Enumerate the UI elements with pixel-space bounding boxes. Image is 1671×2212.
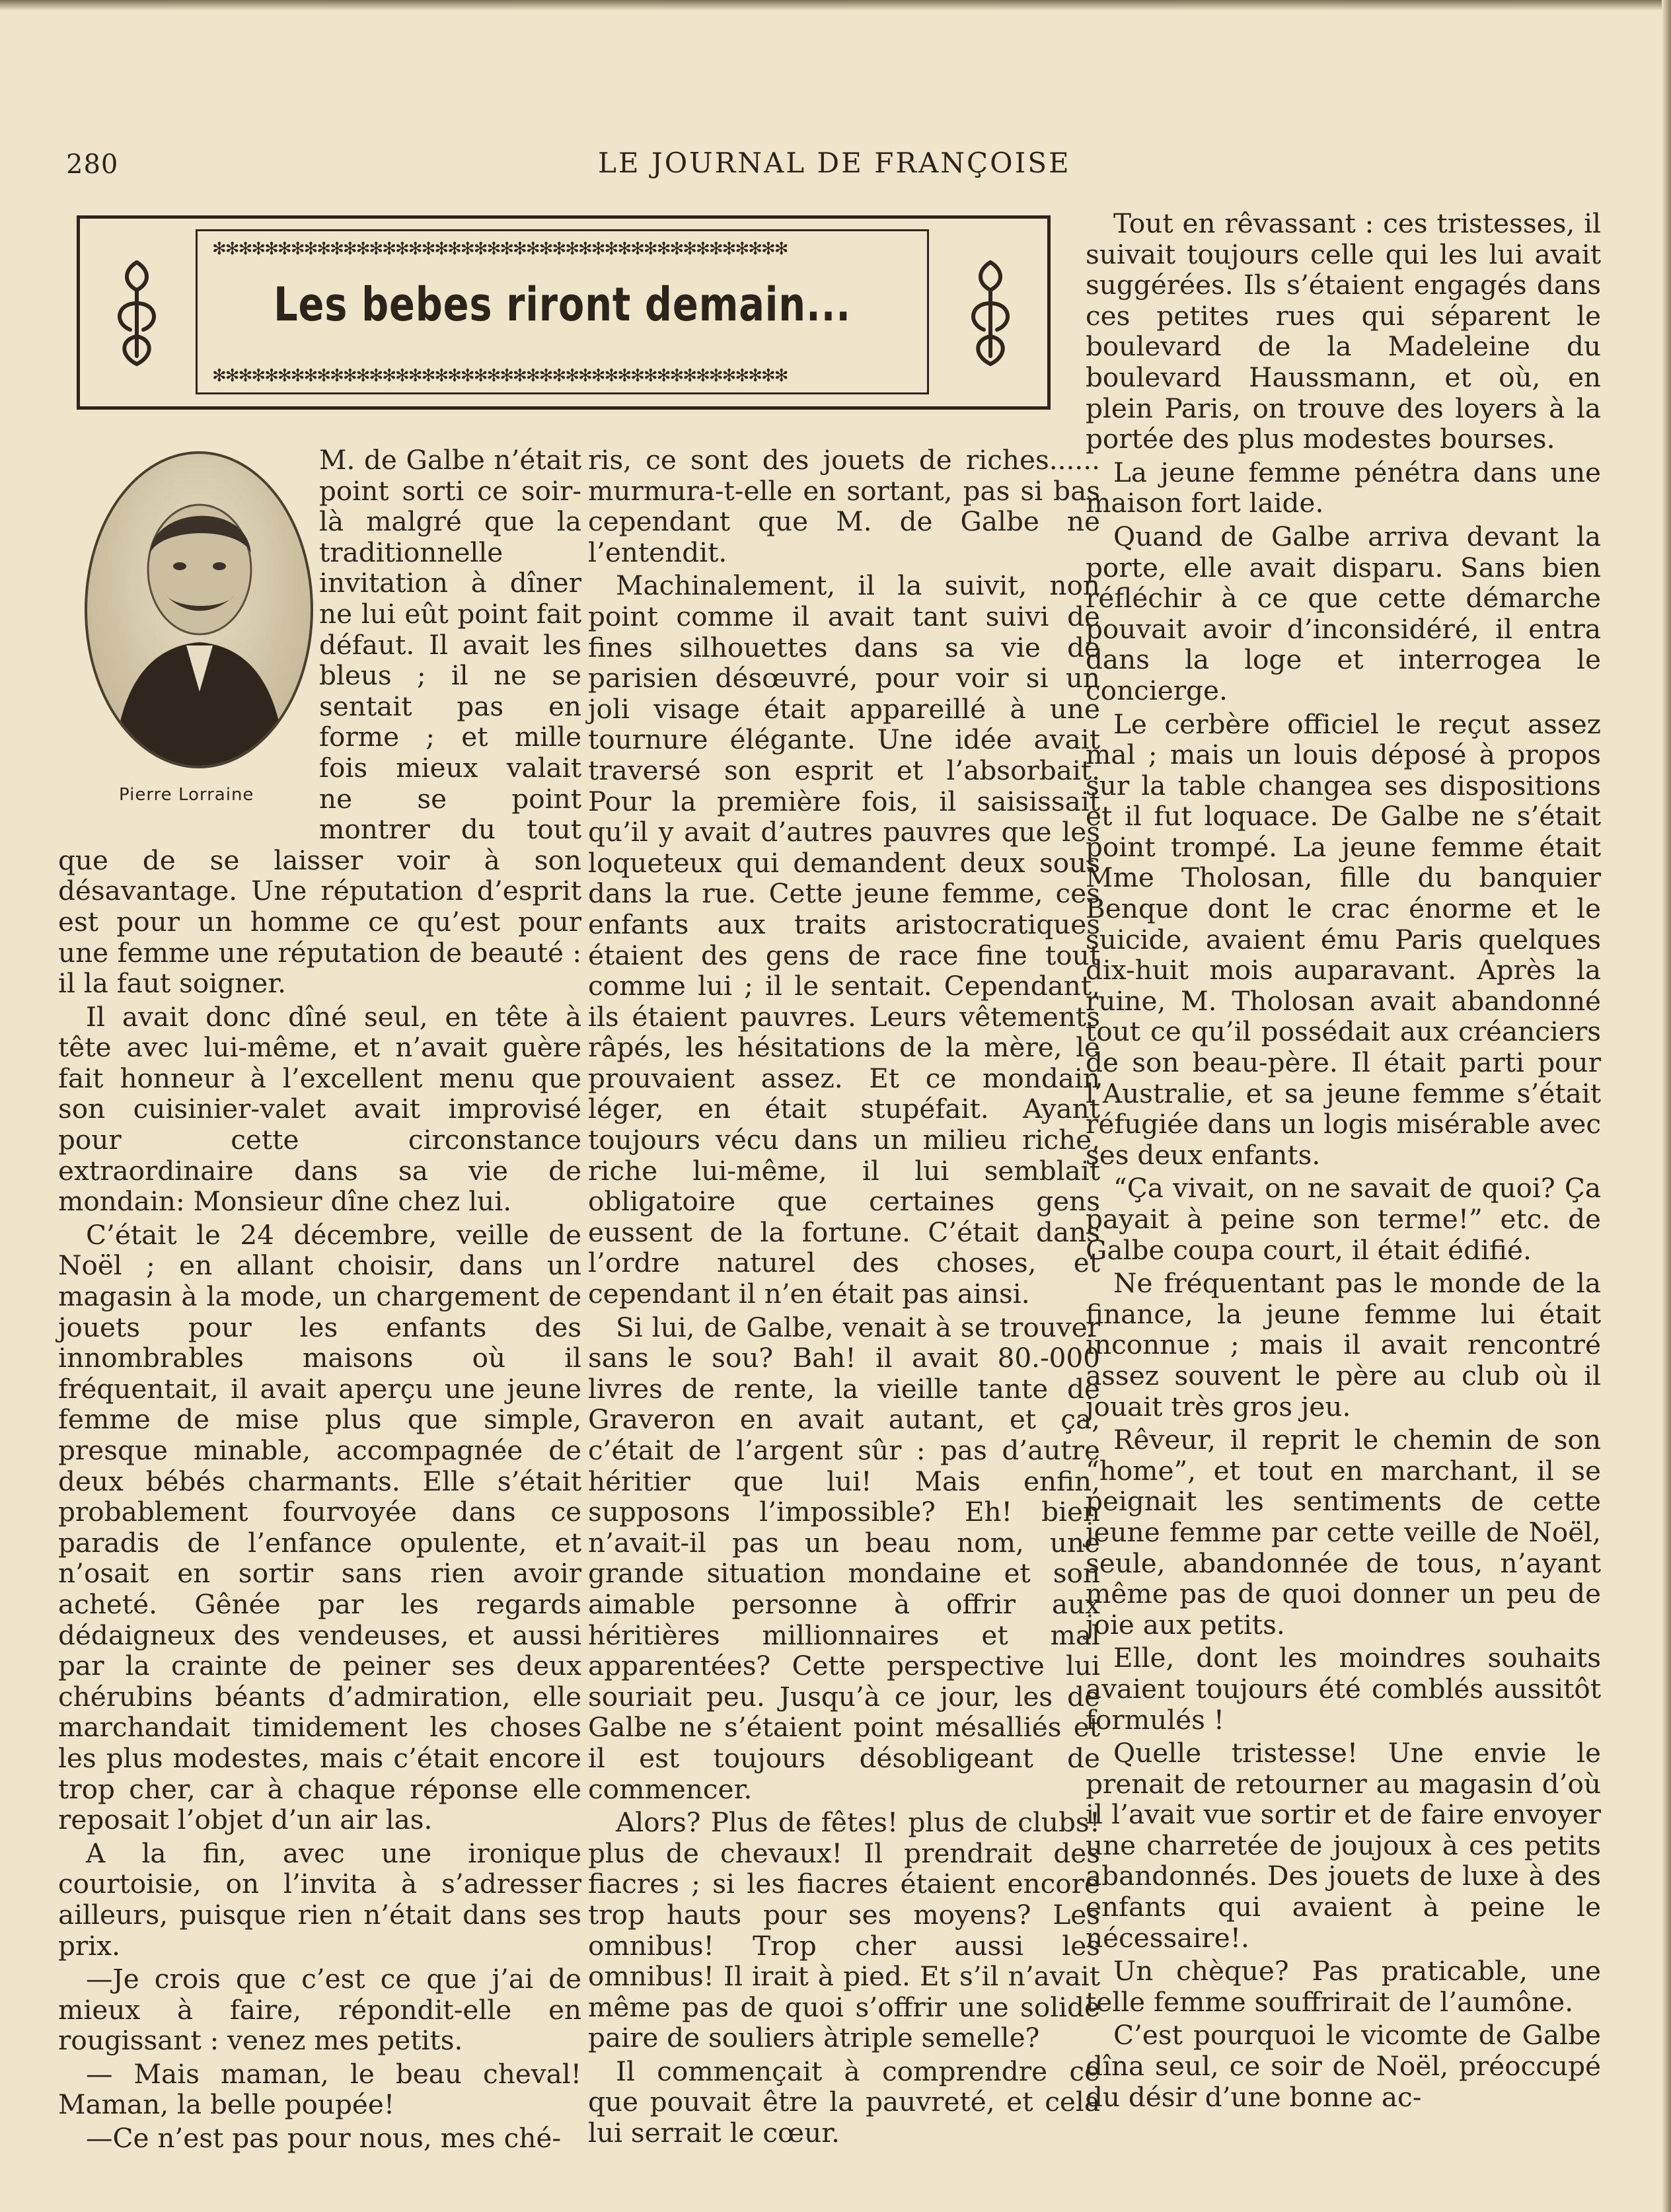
article-title: Les bebes riront demain... bbox=[274, 277, 851, 332]
paragraph: “Ça vivait, on ne savait de quoi? Ça payait à peine son terme!” etc. de Galbe coupa court, il était édifié. bbox=[1086, 1172, 1601, 1266]
paragraph: —Ce n’est pas pour nous, mes ché- bbox=[86, 2122, 562, 2155]
paragraph: M. de Galbe n’était point sorti ce soir-là malgré que la traditionnelle invitation à dîner ne lui eût point fait défaut. Il avait les bleus ; il ne se sentait pas en forme ; et mille fois mieux valait ne se point montrer du tout que de se laisser voir à son désavantage. Une réputation d’esprit est pour un homme ce qu’est pour une femme une réputation de beauté : il la faut soigner. bbox=[58, 444, 581, 1000]
paragraph: Quelle tristesse! Une envie le prenait de retourner au magasin d’où il l’avait vue sortir et de faire envoyer une charretée de joujoux à ces petits abandonnés. Des jouets de luxe à des enfants qui avaient à peine le nécessaire!. bbox=[1086, 1737, 1601, 1954]
paragraph: — Mais maman, le beau cheval! Maman, la belle poupée! bbox=[58, 2057, 581, 2121]
paragraph: Rêveur, il reprit le chemin de son “home”, et tout en marchant, il se peignait les sentiments de cette jeune femme par cette veille de Noël, seule, abandonnée de tous, n’ayant même pas de quoi donner un peu de joie aux petits. bbox=[1086, 1424, 1601, 1641]
paragraph: C’était le 24 décembre, veille de Noël ; en allant choisir, dans un magasin à la mode, un chargement de jouets pour les enfants des innombrables maisons où il fréquentait, il avait aperçu une jeune femme de mise plus que simple, presque minable, accompagnée de deux bébés charmants. Elle s’était probablement fourvoyée dans ce paradis de l’enfance opulente, et n’osait en sortir sans rien avoir acheté. Gênée par les regards dédaigneux des vendeuses, et aussi par la crainte de peiner ses deux chérubins béants d’admiration, elle marchandait timidement les choses les plus modestes, mais c’était encore trop cher, car à chaque réponse elle reposait l’objet d’un air las. bbox=[58, 1218, 581, 1836]
paragraph: Machinalement, il la suivit, non point comme il avait tant suivi de fines silhouettes dans sa vie de parisien désœuvré, pour voir si un joli visage était appareillé à une tournure élégante. Une idée avait traversé son esprit et l’absorbait. Pour la première fois, il saisissait qu’il y avait d’autres pauvres que les loqueteux qui demandent deux sous dans la rue. Cette jeune femme, ces enfants aux traits aristocratiques étaient des gens de race fine tout comme lui ; il le sentait. Cependant, ils étaient pauvres. Leurs vêtements râpés, les hésitations de la mère, le prouvaient assez. Et ce mondain léger, en était stupéfait. Ayant toujours vécu dans un milieu riche, riche lui-même, il lui semblait obligatoire que certaines gens eussent de la fortune. C’était dans l’ordre naturel des choses, et cependant il n’en était pas ainsi. bbox=[588, 570, 1100, 1310]
title-inner-frame bbox=[196, 229, 929, 394]
paragraph: Elle, dont les moindres souhaits avaient toujours été comblés aussitôt formulés ! bbox=[1086, 1642, 1601, 1736]
paragraph: ris, ce sont des jouets de riches...... murmura-t-elle en sortant, pas si bas cependant que M. de Galbe ne l’entendit. bbox=[588, 444, 1100, 568]
left-fleuron-icon bbox=[104, 257, 170, 369]
paragraph: Il commençait à comprendre ce que pouvait être la pauvreté, et cela lui serrait le cœur. bbox=[588, 2055, 1100, 2149]
paragraph: Tout en rêvassant : ces tristesses, il suivait toujours celle qui les lui avait suggérées. Ils s’étaient engagés dans ces petites rues qui séparent le boulevard de la Madeleine du boulevard Haussmann, et où, en plein Paris, on trouve des loyers à la portée des plus modestes bourses. bbox=[1086, 207, 1601, 455]
right-fleuron-icon bbox=[957, 257, 1023, 369]
paragraph: C’est pourquoi le vicomte de Galbe dîna seul, ce soir de Noël, préoccupé du désir d’une bonne ac- bbox=[1086, 2019, 1601, 2113]
paragraph: —Je crois que c’est ce que j’ai de mieux à faire, répondit-elle en rougissant : venez mes petits. bbox=[58, 1963, 581, 2057]
top-ornament-band: ✻✻✻✻✻✻✻✻✻✻✻✻✻✻✻✻✻✻✻✻✻✻✻✻✻✻✻✻✻✻✻✻✻✻✻✻✻✻✻✻✻✻✻✻ bbox=[212, 240, 788, 258]
paragraph: Alors? Plus de fêtes! plus de clubs! plus de chevaux! Il prendrait des fiacres ; si les fiacres étaient encore trop hauts pour ses moyens? Les omnibus! Trop cher aussi les omnibus! Il irait à pied. Et s’il n’avait même pas de quoi s’offrir une solide paire de souliers àtriple semelle? bbox=[588, 1806, 1100, 2054]
text-column-2 bbox=[588, 445, 1100, 2151]
portrait-wrap-space bbox=[58, 445, 319, 815]
paragraph: Le cerbère officiel le reçut assez mal ; mais un louis déposé à propos sur la table changea ses dispositions et il fut loquace. De Galbe ne s’était point trompé. La jeune femme était Mme Tholosan, fille du banquier Benque dont le crac énorme et le suicide, avaient ému Paris quelques dix-huit mois auparavant. Après la ruine, M. Tholosan avait abandonné tout ce qu’il possédait aux créanciers de son beau-père. Il était parti pour l’Australie, et sa jeune femme s’était réfugiée dans un logis misérable avec ses deux enfants. bbox=[1086, 708, 1601, 1171]
scan-edge bbox=[0, 0, 1671, 11]
paragraph: Quand de Galbe arriva devant la porte, elle avait disparu. Sans bien réfléchir à ce que cette démarche pouvait avoir d’inconsidéré, il entra dans la loge et interrogea le concierge. bbox=[1086, 520, 1601, 706]
page-number: 280 bbox=[66, 149, 119, 180]
text-column-3 bbox=[1086, 208, 1601, 2115]
paragraph: A la fin, avec une ironique courtoisie, on l’invita à s’adresser ailleurs, puisque rien n’était dans ses prix. bbox=[58, 1837, 581, 1962]
portrait-caption: Pierre Lorraine bbox=[119, 785, 254, 805]
paragraph: Si lui, de Galbe, venait à se trouver sans le sou? Bah! il avait 80.-000 livres de rente, la vieille tante de Graveron en avait autant, et ça, c’était de l’argent sûr : pas d’autre héritier que lui! Mais enfin, supposons l’impossible? Eh! bien n’avait-il pas un beau nom, une grande situation mondaine et son aimable personne à offrir aux héritières millionnaires et mal apparentées? Cette perspective lui souriait peu. Jusqu’à ce jour, les de Galbe ne s’étaient point mésalliés et il est toujours désobligeant de commencer. bbox=[588, 1311, 1100, 1805]
text-column-1 bbox=[58, 445, 581, 2157]
paragraph: La jeune femme pénétra dans une maison fort laide. bbox=[1086, 456, 1601, 519]
scan-binding-shadow bbox=[1662, 0, 1671, 2212]
paragraph: Il avait donc dîné seul, en tête à tête avec lui-même, et n’avait guère fait honneur à l’excellent menu que son cuisinier-valet avait improvisé pour cette circonstance extraordinaire dans sa vie de mondain: Monsieur dîne chez lui. bbox=[58, 1000, 581, 1218]
bottom-ornament-band: ✻✻✻✻✻✻✻✻✻✻✻✻✻✻✻✻✻✻✻✻✻✻✻✻✻✻✻✻✻✻✻✻✻✻✻✻✻✻✻✻✻✻✻✻ bbox=[212, 367, 788, 385]
title-frame bbox=[77, 215, 1051, 410]
paragraph: Ne fréquentant pas le monde de la finance, la jeune femme lui était inconnue ; mais il avait rencontré assez souvent le père au club où il jouait très gros jeu. bbox=[1086, 1267, 1601, 1422]
paragraph: Un chèque? Pas praticable, une telle femme souffrirait de l’aumône. bbox=[1086, 1955, 1601, 2018]
running-head: LE JOURNAL DE FRANÇOISE bbox=[598, 147, 1071, 179]
